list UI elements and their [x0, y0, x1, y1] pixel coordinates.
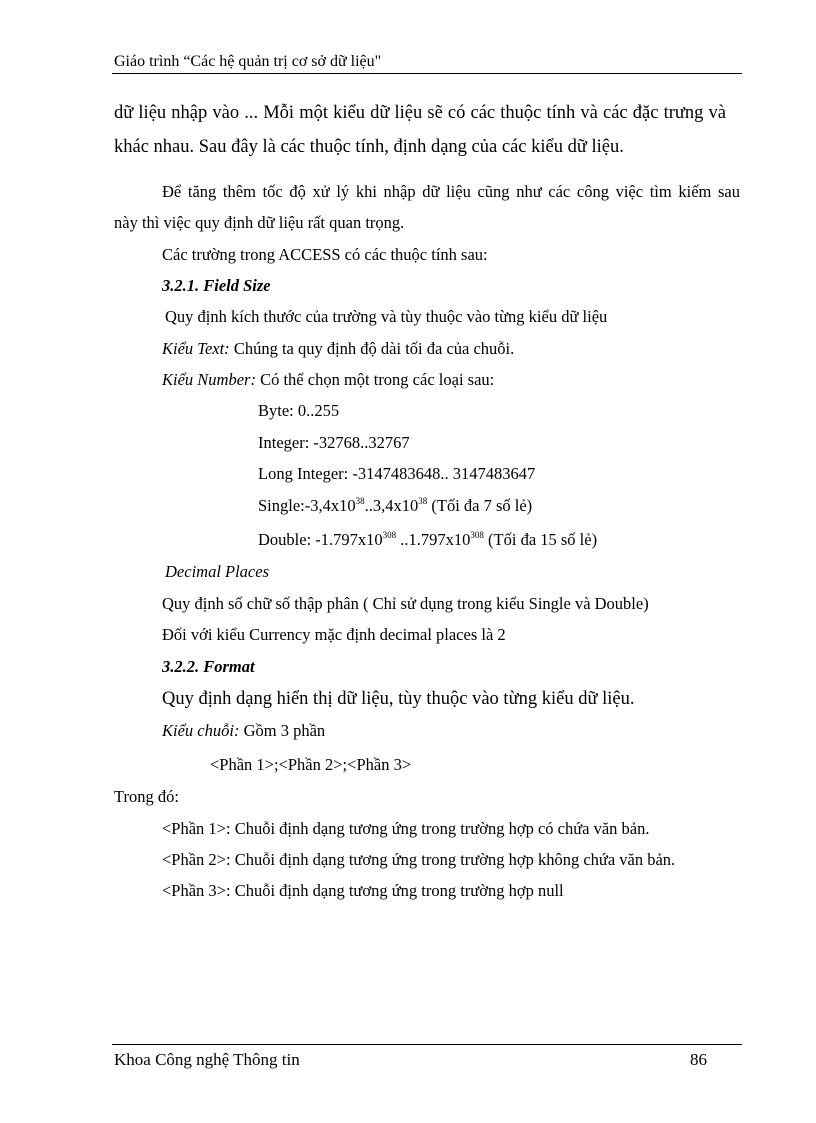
part2-desc: <Phần 2>: Chuỗi định dạng tương ứng trong trường hợp không chứa văn bản.	[162, 850, 676, 869]
header-title: Giáo trình “Các hệ quản trị cơ sở dữ liệu"	[114, 53, 382, 70]
double-exponent: 308	[470, 530, 484, 540]
parts-syntax: <Phần 1>;<Phần 2>;<Phần 3>	[210, 755, 412, 774]
single-exponent: 38	[355, 496, 365, 506]
trong-do-label: Trong đó:	[114, 787, 179, 806]
header-rule	[112, 73, 742, 74]
page-number: 86	[690, 1050, 707, 1069]
decimal-places-heading: Decimal Places	[165, 562, 270, 581]
single-range	[258, 496, 532, 516]
integer-range: Integer: -32768..32767	[258, 433, 410, 452]
single-precision-note: (Tối đa 7 số lẻ)	[427, 496, 533, 515]
double-range	[258, 530, 597, 550]
double-exponent: 308	[382, 530, 397, 540]
access-props: Các trường trong ACCESS có các thuộc tính sau:	[162, 245, 488, 264]
section-heading-322: 3.2.2. Format	[162, 657, 255, 676]
currency-desc: Đối với kiểu Currency mặc định decimal places là 2	[162, 625, 506, 644]
speed-line-1: Để tăng thêm tốc độ xử lý khi nhập dữ liệu cũng như các công việc tìm kiếm sau	[162, 182, 740, 201]
footer-rule	[112, 1044, 742, 1045]
text-type-line	[162, 339, 514, 359]
single-range-part: Single:-3,4x10	[258, 496, 356, 515]
long-integer-range: Long Integer: -3147483648.. 3147483647	[258, 464, 536, 483]
number-type-label: Kiểu Number:	[162, 370, 256, 389]
footer-department: Khoa Công nghệ Thông tin	[114, 1050, 300, 1069]
number-type-line	[162, 370, 494, 390]
string-type-line	[162, 721, 325, 741]
double-range-part: ..1.797x10	[396, 530, 471, 549]
byte-range: Byte: 0..255	[258, 401, 340, 420]
string-type-desc: Gồm 3 phần	[239, 721, 326, 740]
number-type-desc: Có thể chọn một trong các loại sau:	[255, 370, 495, 389]
section-heading-321: 3.2.1. Field Size	[162, 276, 271, 295]
single-range-part: ..3,4x10	[364, 496, 419, 515]
single-exponent: 38	[418, 496, 428, 506]
text-type-desc: Chúng ta quy định độ dài tối đa của chuỗi.	[229, 339, 515, 358]
speed-line-2: này thì việc quy định dữ liệu rất quan trọng.	[114, 213, 405, 232]
intro-line-1: dữ liệu nhập vào ... Mỗi một kiểu dữ liệu sẽ có các thuộc tính và các đặc trưng và	[114, 103, 726, 123]
double-precision-note: (Tối đa 15 số lẻ)	[483, 530, 598, 549]
text-type-label: Kiểu Text:	[162, 339, 230, 358]
decimal-desc: Quy định số chữ số thập phân ( Chỉ sử dụng trong kiểu Single và Double)	[162, 594, 649, 613]
fieldsize-desc: Quy định kích thước của trường và tùy thuộc vào từng kiểu dữ liệu	[165, 307, 608, 326]
part3-desc: <Phần 3>: Chuỗi định dạng tương ứng trong trường hợp null	[162, 881, 564, 900]
string-type-label: Kiểu chuỗi:	[162, 721, 240, 740]
format-desc: Quy định dạng hiển thị dữ liệu, tùy thuộc vào từng kiểu dữ liệu.	[162, 689, 635, 709]
double-range-part: Double: -1.797x10	[258, 530, 383, 549]
part1-desc: <Phần 1>: Chuỗi định dạng tương ứng trong trường hợp có chứa văn bản.	[162, 819, 650, 838]
intro-line-2: khác nhau. Sau đây là các thuộc tính, định dạng của các kiểu dữ liệu.	[114, 137, 624, 157]
